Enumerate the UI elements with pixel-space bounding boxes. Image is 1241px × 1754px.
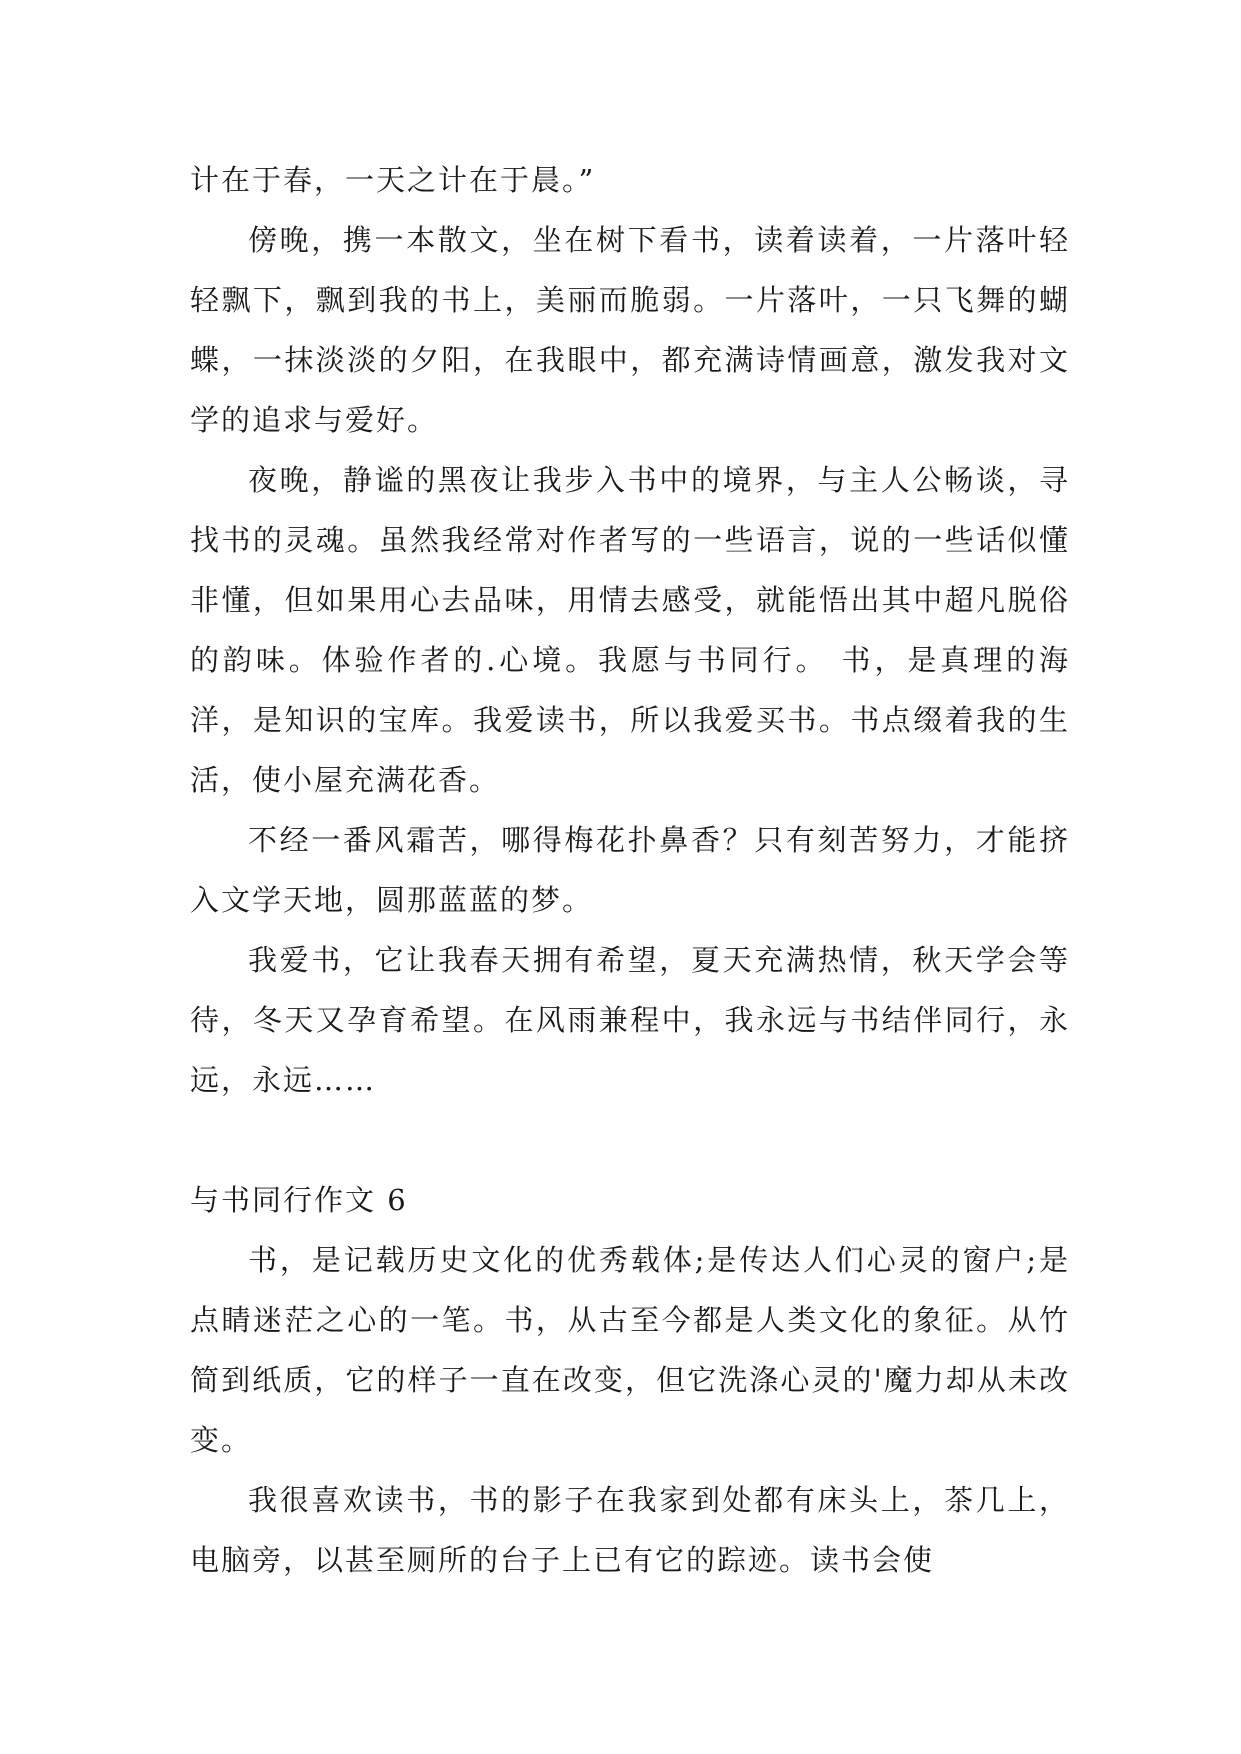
paragraph-plum-blossom: 不经一番风霜苦，哪得梅花扑鼻香？只有刻苦努力，才能挤入文学天地，圆那蓝蓝的梦。 (190, 823, 1070, 917)
paragraph-evening-reading: 傍晚，携一本散文，坐在树下看书，读着读着，一片落叶轻轻飘下，飘到我的书上，美丽而脆弱。一片落叶，一只飞舞的蝴蝶，一抹淡淡的夕阳，在我眼中，都充满诗情画意，激发我对文学的追求与爱好。 (190, 223, 1070, 437)
paragraph-book-carrier: 书，是记载历史文化的优秀载体;是传达人们心灵的窗户;是点睛迷茫之心的一笔。书，从古至今都是人类文化的象征。从竹简到纸质，它的样子一直在改变，但它洗涤心灵的'魔力却从未改变。 (190, 1243, 1070, 1457)
paragraph-love-reading: 我很喜欢读书，书的影子在我家到处都有床头上，茶几上，电脑旁，以甚至厕所的台子上已有它的踪迹。读书会使 (190, 1483, 1070, 1577)
document-body (190, 150, 1070, 1590)
paragraph-seasons: 我爱书，它让我春天拥有希望，夏天充满热情，秋天学会等待，冬天又孕育希望。在风雨兼程中，我永远与书结伴同行，永远，永远…… (190, 943, 1070, 1097)
paragraph-continuation: 计在于春，一天之计在于晨。” (190, 163, 596, 197)
section-heading: 与书同行作文 6 (190, 1183, 408, 1217)
paragraph-night-reading: 夜晚，静谧的黑夜让我步入书中的境界，与主人公畅谈，寻找书的灵魂。虽然我经常对作者写的一些语言，说的一些话似懂非懂，但如果用心去品味，用情去感受，就能悟出其中超凡脱俗的韵味。体验作者的.心境。我愿与书同行。 书，是真理的海洋，是知识的宝库。我爱读书，所以我爱买书。书点缀着我的生活，使小屋充满花香。 (190, 463, 1070, 797)
